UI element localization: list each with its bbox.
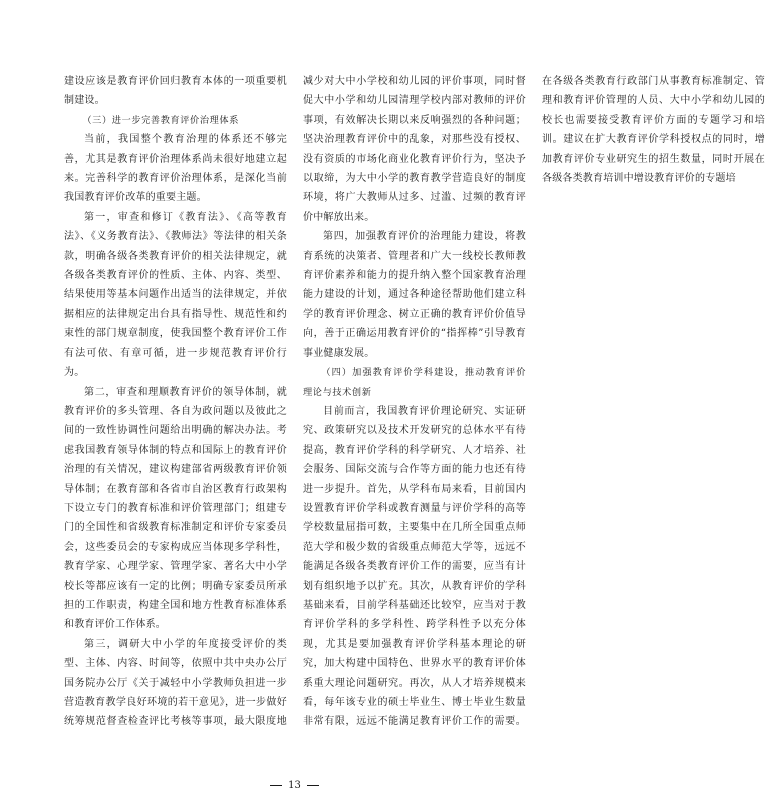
paragraph: 当前，我国整个教育治理的体系还不够完善，尤其是教育评价治理体系尚未很好地建立起来。完善科学的教育评价治理体系，是深化当前我国教育评价改革的重要主题。 <box>64 134 287 204</box>
page-number: 13 <box>288 779 301 791</box>
footer-dash-left <box>270 785 282 786</box>
paragraph: 第一，审查和修订《教育法》、《高等教育法》、《义务教育法》、《教师法》等法律的相关条款，明确各级各类教育评价的相关法律规定，就各级各类教育评价的性质、主体、内容、类型、结果使用等基本问题作出适当的法律规定，并依据相应的法律规定出台具有指导性、规范性和约束性的部门规章制度，使我国整个教育评价工作有法可依、有章可循，进一步规范教育评价行为。 <box>64 211 287 379</box>
footer-dash-right <box>307 785 319 786</box>
paragraph: 目前而言，我国教育评价理论研究、实证研究、政策研究以及技术开发研究的总体水平有待提高，教育评价学科的科学研究、人才培养、社会服务、国际交流与合作等方面的能力也还有待进一步提升。首先，从学科布局来看，目前国内设置教育评价学科或教育测量与评价学科的高等学校数量屈指可数，主要集中在几所全国重点师范大学和极少数的省级重点师范大学等，远远不能满足各级各类教育评价工作的需要，应当有计划有组织地予以扩充。其次，从教育评价的学科基础来看，目前学科基础还比较窄，应当对于教育评价学科的多学科性、跨学科性予以充分体现，尤其是要加强教育评价学科基本理论的研究，加大构建中国特色、世界水平的教育评价体系重大理论问题研究。再次，从人才培养规模来看，每年该专业的硕士毕业生、博士毕业生数量非常有限，远远不能满足教育评价工作的需要。在各级各类教育行政部门从事教育标准制定、管理和教育评价管理的人员、大中小学和幼儿园的校长也需要接受教育评价方面的专题学习和培训。建议在扩大教育评价学科授权点的同时，增加教育评价专业研究生的招生数量，同时开展在各级各类教育培训中增设教育评价的专题培 <box>303 76 765 728</box>
paragraph: 第二，审查和理顺教育评价的领导体制，就教育评价的多头管理、各自为政问题以及彼此之间的一致性协调性问题给出明确的解决办法。考虑我国教育领导体制的特点和国际上的教育评价治理的有关情况，建议构建部省两级教育评价领导体制；在教育部和各省市自治区教育行政架构下设立专门的教育标准和评价管理部门；组建专门的全国性和省级教育标准制定和评价专家委员会，这些委员会的专家构成应当体现多学科性，教育学家、心理学家、管理学家、著名大中小学校长等都应该有一定的比例；明确专家委员所承担的工作职责，构建全国和地方性教育标准体系和教育评价工作体系。 <box>64 386 287 631</box>
two-column-body <box>64 72 765 732</box>
section-heading-3: （三）进一步完善教育评价治理体系 <box>82 114 239 126</box>
page-footer <box>0 778 589 792</box>
paragraph: 第四，加强教育评价的治理能力建设，将教育系统的决策者、管理者和广大一线校长教师教育评价素养和能力的提升纳入整个国家教育治理能力建设的计划，通过各种途径帮助他们建立科学的教育评价理念、树立正确的教育评价价值导向，善于正确运用教育评价的“指挥棒”引导教育事业健康发展。 <box>303 231 526 359</box>
paragraph-continued: 建设应该是教育评价回归教育本体的一项重要机制建设。 <box>64 76 287 107</box>
paragraph: 第三，调研大中小学的年度接受评价的类型、主体、内容、时间等，依照中共中央办公厅国务院办公厅《关于减轻中小学教师负担进一步营造教育教学良好环境的若干意见》，进一步做好统筹规范督查检查评比考核等事项，最大限度地减少对大中小学校和幼儿园的评价事项，同时督促大中小学和幼儿园清理学校内部对教师的评价事项，有效解决长期以来反响强烈的各种问题；坚决治理教育评价中的乱象，对那些没有授权、没有资质的市场化商业化教育评价行为，坚决予以取缔，为大中小学的教育教学营造良好的制度环境，将广大教师从过多、过滥、过频的教育评价中解放出来。 <box>64 76 526 728</box>
section-heading-4: （四）加强教育评价学科建设，推动教育评价理论与技术创新 <box>303 367 526 398</box>
